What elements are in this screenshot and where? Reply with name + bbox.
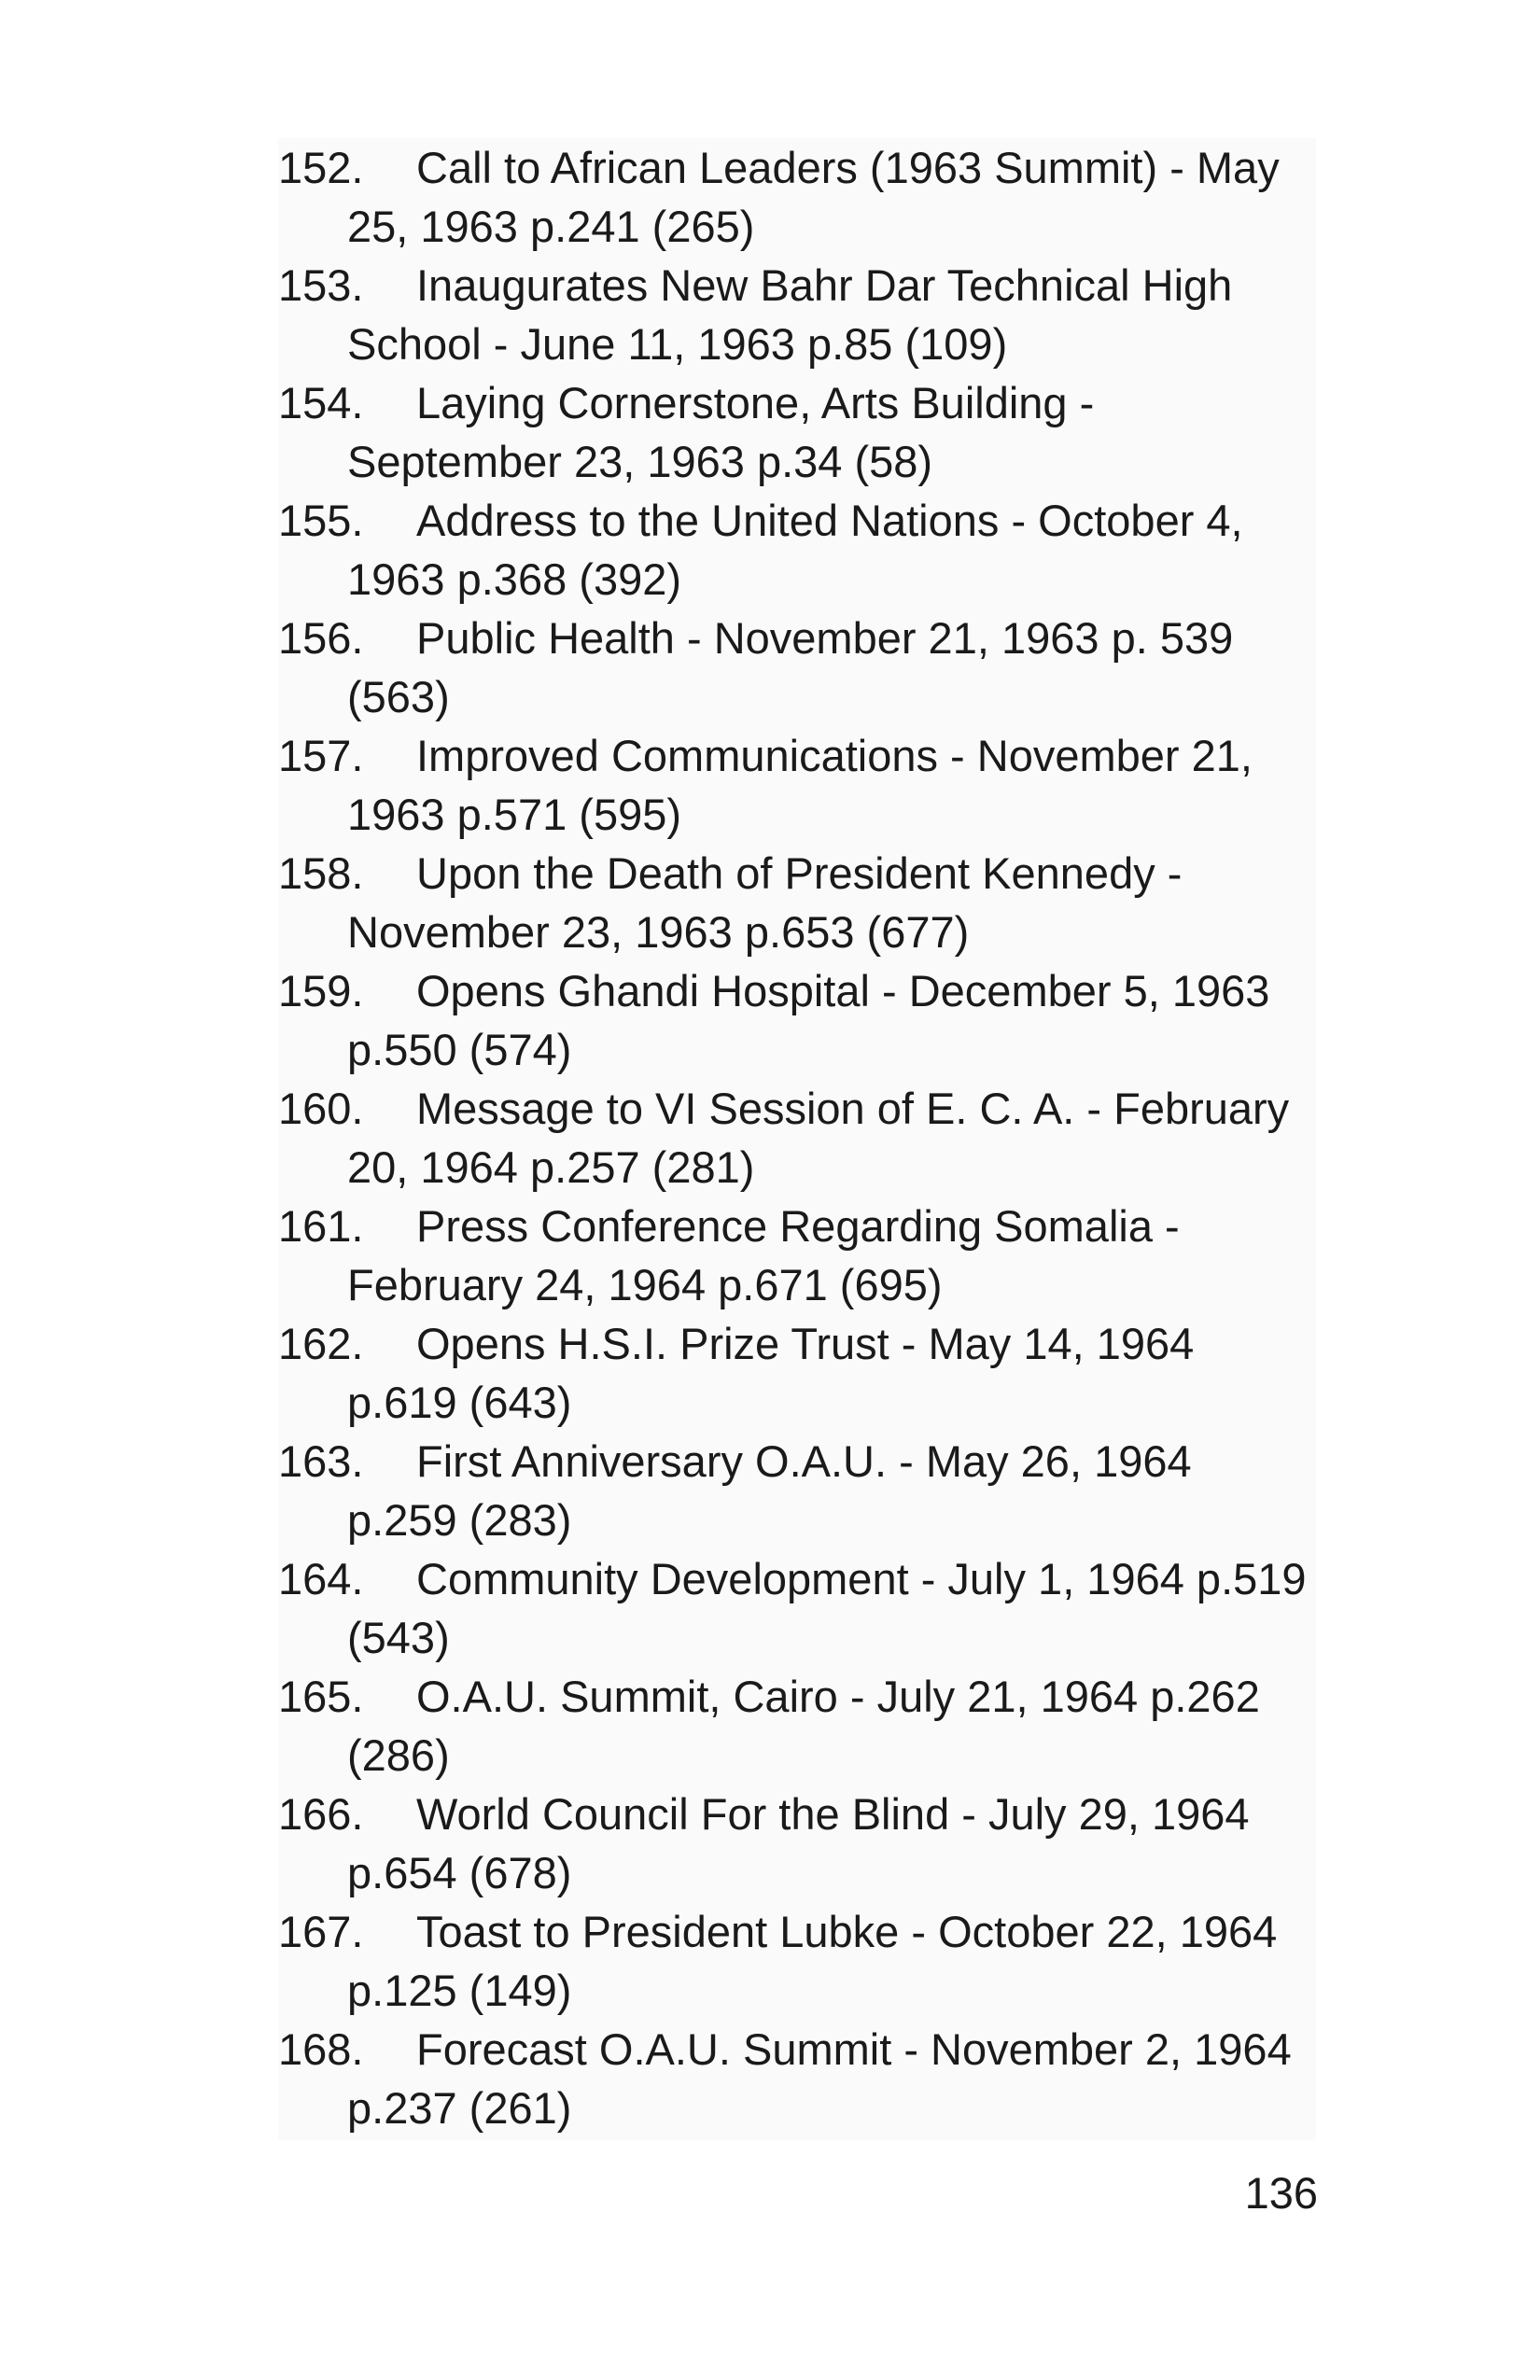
entry-title: Toast to President Lubke - October 22, 1964: [416, 1907, 1278, 1956]
entry-first-line: [278, 1197, 1316, 1255]
entry-citation: (543): [347, 1613, 450, 1662]
entry-citation: p.259 (283): [347, 1495, 572, 1545]
entry-title: Call to African Leaders (1963 Summit) - May: [416, 143, 1280, 192]
entry-first-line: [278, 373, 1316, 432]
entry-number: 161.: [278, 1201, 364, 1251]
entry-continuation-line: [278, 550, 1316, 609]
entry-first-line: [278, 1667, 1316, 1726]
list-item: [278, 1549, 1316, 1667]
entry-title: Community Development - July 1, 1964 p.519: [416, 1554, 1307, 1603]
entry-title: Inaugurates New Bahr Dar Technical High: [416, 260, 1233, 310]
entry-title: Upon the Death of President Kennedy -: [416, 848, 1183, 898]
entry-continuation-line: [278, 2079, 1316, 2137]
entry-first-line: [278, 1432, 1316, 1491]
entry-citation: 1963 p.571 (595): [347, 790, 682, 839]
entry-title: Message to VI Session of E. C. A. - February: [416, 1084, 1290, 1133]
entry-title: First Anniversary O.A.U. - May 26, 1964: [416, 1436, 1192, 1486]
entry-first-line: [278, 1314, 1316, 1373]
entry-number: 163.: [278, 1436, 364, 1486]
entry-continuation-line: [278, 1138, 1316, 1197]
entry-first-line: [278, 726, 1316, 785]
entry-number: 152.: [278, 143, 364, 192]
entry-continuation-line: [278, 1608, 1316, 1667]
entry-first-line: [278, 491, 1316, 550]
entry-citation: p.125 (149): [347, 1966, 572, 2015]
list-item: [278, 844, 1316, 961]
list-item: [278, 2020, 1316, 2137]
entry-citation: September 23, 1963 p.34 (58): [347, 437, 933, 486]
entry-number: 153.: [278, 260, 364, 310]
list-item: [278, 256, 1316, 373]
page-number: 136: [1244, 2168, 1318, 2218]
content-block: [278, 138, 1316, 2140]
list-item: [278, 373, 1316, 491]
entry-title: Opens Ghandi Hospital - December 5, 1963: [416, 966, 1270, 1015]
entry-citation: p.550 (574): [347, 1025, 572, 1074]
entry-continuation-line: [278, 432, 1316, 491]
entry-continuation-line: [278, 315, 1316, 373]
entry-title: Public Health - November 21, 1963 p. 539: [416, 613, 1234, 663]
entry-number: 164.: [278, 1554, 364, 1603]
entry-citation: p.237 (261): [347, 2083, 572, 2133]
entry-citation: 20, 1964 p.257 (281): [347, 1142, 755, 1192]
entry-first-line: [278, 1785, 1316, 1843]
entry-citation: 1963 p.368 (392): [347, 554, 682, 604]
entry-first-line: [278, 2020, 1316, 2079]
entry-continuation-line: [278, 1373, 1316, 1432]
entry-number: 167.: [278, 1907, 364, 1956]
speech-index-list: [278, 138, 1316, 2137]
list-item: [278, 1902, 1316, 2020]
list-item: [278, 726, 1316, 844]
entry-citation: February 24, 1964 p.671 (695): [347, 1260, 943, 1309]
entry-title: Laying Cornerstone, Arts Building -: [416, 378, 1095, 427]
entry-number: 157.: [278, 731, 364, 780]
list-item: [278, 609, 1316, 726]
entry-first-line: [278, 138, 1316, 197]
entry-continuation-line: [278, 197, 1316, 256]
entry-continuation-line: [278, 1491, 1316, 1549]
entry-citation: 25, 1963 p.241 (265): [347, 202, 755, 251]
entry-number: 162.: [278, 1319, 364, 1368]
list-item: [278, 1667, 1316, 1785]
entry-first-line: [278, 844, 1316, 903]
entry-title: Forecast O.A.U. Summit - November 2, 1964: [416, 2024, 1292, 2074]
list-item: [278, 1197, 1316, 1314]
entry-title: Press Conference Regarding Somalia -: [416, 1201, 1180, 1251]
entry-number: 158.: [278, 848, 364, 898]
entry-continuation-line: [278, 1020, 1316, 1079]
list-item: [278, 1785, 1316, 1902]
list-item: [278, 1314, 1316, 1432]
entry-continuation-line: [278, 1255, 1316, 1314]
entry-citation: p.654 (678): [347, 1848, 572, 1897]
list-item: [278, 1432, 1316, 1549]
entry-title: Opens H.S.I. Prize Trust - May 14, 1964: [416, 1319, 1195, 1368]
entry-continuation-line: [278, 785, 1316, 844]
entry-citation: School - June 11, 1963 p.85 (109): [347, 319, 1008, 369]
entry-first-line: [278, 1079, 1316, 1138]
entry-number: 159.: [278, 966, 364, 1015]
entry-continuation-line: [278, 667, 1316, 726]
list-item: [278, 961, 1316, 1079]
entry-continuation-line: [278, 1726, 1316, 1785]
entry-number: 155.: [278, 496, 364, 545]
entry-first-line: [278, 256, 1316, 315]
list-item: [278, 1079, 1316, 1197]
entry-number: 168.: [278, 2024, 364, 2074]
entry-first-line: [278, 1549, 1316, 1608]
entry-citation: (286): [347, 1730, 450, 1780]
entry-first-line: [278, 1902, 1316, 1961]
entry-number: 154.: [278, 378, 364, 427]
entry-number: 156.: [278, 613, 364, 663]
entry-number: 166.: [278, 1789, 364, 1839]
entry-first-line: [278, 609, 1316, 667]
entry-continuation-line: [278, 1961, 1316, 2020]
entry-citation: (563): [347, 672, 450, 721]
entry-title: Address to the United Nations - October 4,: [416, 496, 1243, 545]
entry-continuation-line: [278, 1843, 1316, 1902]
list-item: [278, 491, 1316, 609]
entry-title: Improved Communications - November 21,: [416, 731, 1253, 780]
entry-title: World Council For the Blind - July 29, 1964: [416, 1789, 1250, 1839]
entry-number: 165.: [278, 1672, 364, 1721]
entry-citation: November 23, 1963 p.653 (677): [347, 907, 970, 957]
entry-title: O.A.U. Summit, Cairo - July 21, 1964 p.262: [416, 1672, 1260, 1721]
entry-citation: p.619 (643): [347, 1378, 572, 1427]
list-item: [278, 138, 1316, 256]
entry-first-line: [278, 961, 1316, 1020]
entry-continuation-line: [278, 903, 1316, 961]
entry-number: 160.: [278, 1084, 364, 1133]
